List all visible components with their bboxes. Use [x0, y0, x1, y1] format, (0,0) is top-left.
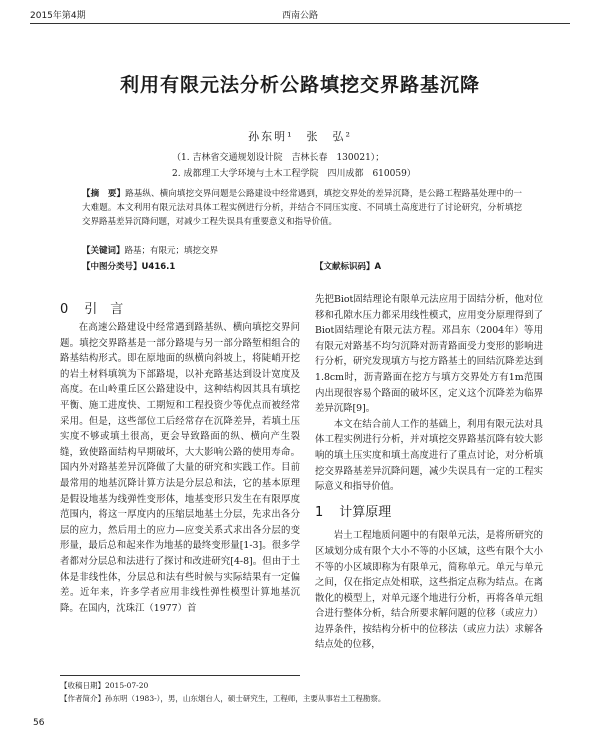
- abstract-label: 【摘 要】: [82, 189, 126, 199]
- article-title: 利用有限元法分析公路填挖交界路基沉降: [119, 74, 480, 96]
- left-column: [60, 320, 300, 616]
- document-code: [315, 260, 381, 272]
- issue-label: 2015年第4期: [30, 11, 86, 21]
- header-rule: [30, 23, 570, 24]
- keywords-label: 【关键词】: [82, 246, 125, 256]
- received-date: 【收稿日期】2015-07-20: [60, 681, 149, 690]
- journal-name: 西南公路: [281, 11, 318, 21]
- page-number: 56: [33, 718, 45, 728]
- section-title: 引 言: [84, 302, 124, 317]
- affiliation-1: （1. 吉林省交通规划设计院 吉林长春 130021）；: [172, 153, 385, 163]
- doc-label: 【文献标识码】: [315, 262, 375, 272]
- body-paragraph: 在高速公路建设中经常遇到路基纵、横向填挖交界问题。填挖交界路基是一部分路堤与另一部分路堑相组合的路基结构形式。即在原地面的纵横向斜坡上，将陡峭开挖的岩土材料填筑为下部路堤，以补充路基达到设计宽度及高度。在山岭重丘区公路建设中，这种结构因其具有填挖平衡、施工进度快、工期短和工程投资少等优点而被经常采用。但是，这些部位工后经常存在沉降差异，若填土压实度不够或填土很高，更会导致路面的纵、横向产生裂缝，致使路面结构早期破坏，大大影响公路的使用寿命。国内外对路基差异沉降做了大量的研究和实践工作。目前最常用的地基沉降计算方法是分层总和法，它的基本原理是假设地基为线弹性变形体，地基变形只发生在有限厚度范围内，将这一厚度内的压缩层地基土分层，先求出各分层的应力，然后用土的应力—应变关系式求出各分层的变形量，最后总和起来作为地基的最终变形量[1-3]。很多学者都对分层总和法进行了探讨和改进研究[4-8]。但由于土体是非线性体，分层总和法有些时候与实际结果有一定偏差。近年来，许多学者应用非线性弹性模型计算地基沉降。在国内，沈珠江（1977）首: [60, 322, 300, 614]
- keywords-text: 路基；有限元；填挖交界: [124, 246, 219, 256]
- clc-value: U416.1: [141, 262, 176, 272]
- section-number: 0: [60, 302, 69, 317]
- section-heading-1: [315, 505, 543, 521]
- keywords: [82, 244, 218, 256]
- body-paragraph: 岩土工程地质问题中的有限单元法，是将所研究的区域划分成有限个大小不等的小区域，这些有限个大小不等的小区域即称为有限单元，简称单元。单元与单元之间，仅在指定点处相联，这些指定点称为结点。在离散化的模型上，对单元逐个地进行分析，再将各单元组合进行整体分析，结合所要求解问题的位移（或应力）边界条件，按结构分析中的位移法（或应力法）求解各结点处的位移，: [315, 530, 543, 651]
- author-line: 孙东明¹ 张 弘²: [248, 130, 352, 143]
- clc-number: [82, 260, 175, 272]
- abstract: [82, 187, 522, 229]
- doc-value: A: [374, 262, 382, 272]
- body-paragraph: 本文在结合前人工作的基础上，利用有限元法对具体工程实例进行分析，并对填挖交界路基沉降有较大影响的填土压实度和填土高度进行了重点讨论，对分析填挖交界路基差异沉降问题，减少失误具有一定的工程实际意义和指导价值。: [315, 418, 543, 493]
- footnote-rule: [60, 675, 300, 676]
- section-title: 计算原理: [339, 504, 392, 520]
- abstract-text: 路基纵、横向填挖交界问题是公路建设中经常遇到，填挖交界处的差异沉降，是公路工程路基处理中的一大难题。本文利用有限元法对具体工程实例进行分析，并结合不同压实度、不同填土高度进行了讨论研究，分析填挖交界路基差异沉降问题，对减少工程失误具有重要意义和指导价值。: [82, 189, 522, 227]
- section-heading-0: [60, 298, 123, 317]
- section-number: 1: [315, 504, 324, 520]
- author-bio: 【作者简介】孙东明（1983-），男，山东烟台人，硕士研究生，工程师，主要从事岩土工程勘察。: [60, 694, 386, 703]
- right-column: [315, 292, 543, 653]
- affiliation-2: 2. 成都理工大学环境与土木工程学院 四川成都 610059）: [172, 169, 416, 179]
- running-header: [30, 8, 570, 22]
- body-paragraph: 先把Biot固结理论有限单元法应用于固结分析，他对位移和孔隙水压力都采用线性模式，应用变分原理得到了Biot固结理论有限元法方程。邓昌东（2004年）等用有限元对路基不均匀沉降对沥青路面受力变形的影响进行分析，研究发现填方与挖方路基土的回结沉降差达到1.8cm时，沥青路面在挖方与填方交界处方有1m范围内出现很容易个路面的破坏区，定义这个沉降差为临界差异沉降[9]。: [315, 294, 543, 415]
- clc-label: 【中图分类号】: [82, 262, 142, 272]
